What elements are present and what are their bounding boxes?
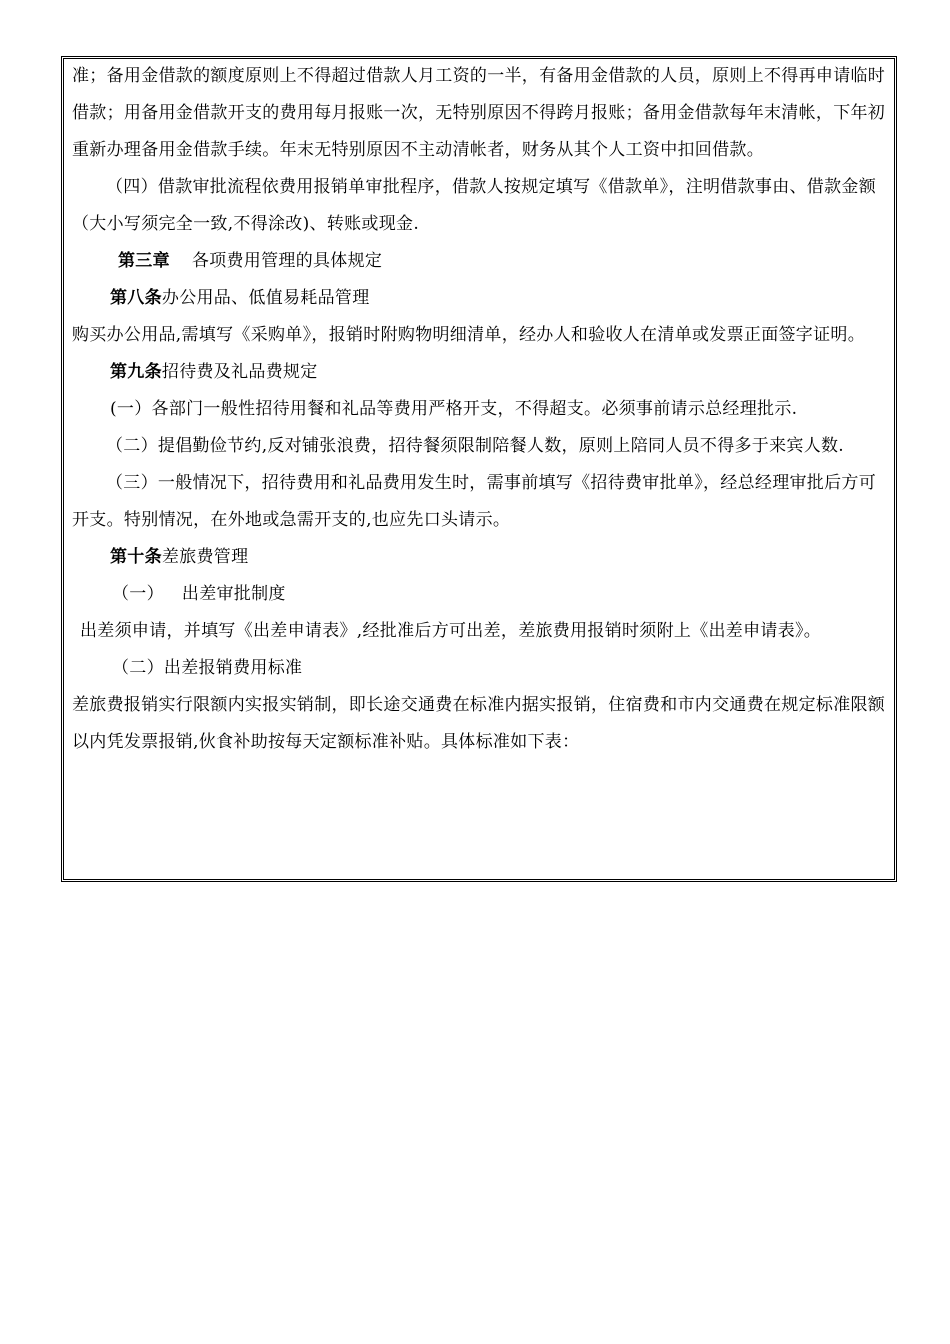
article-9-title: 招待费及礼品费规定 xyxy=(161,362,318,382)
subsection-1-heading xyxy=(72,576,888,613)
document-frame xyxy=(61,56,897,882)
paragraph-advance-rules: 准；备用金借款的额度原则上不得超过借款人月工资的一半，有备用金借款的人员，原则上不得再申请临时借款；用备用金借款开支的费用每月报账一次，无特别原因不得跨月报账；备用金借款每年末清帐，下年初重新办理备用金借款手续。年末无特别原因不主动清帐者，财务从其个人工资中扣回借款。 xyxy=(72,66,886,160)
paragraph-office-supplies: 购买办公用品,需填写《采购单》，报销时附购物明细清单，经办人和验收人在清单或发票正面签字证明。 xyxy=(72,325,866,345)
paragraph-travel-application: 出差须申请，并填写《出差申请表》,经批准后方可出差，差旅费用报销时须附上《出差申请表》。 xyxy=(80,621,822,641)
paragraph-travel-standards: 差旅费报销实行限额内实报实销制，即长途交通费在标准内据实报销，住宿费和市内交通费在规定标准限额以内凭发票报销,伙食补助按每天定额标准补贴。具体标准如下表： xyxy=(72,695,886,752)
chapter-label: 第三章 xyxy=(118,251,170,271)
article-8-title: 办公用品、低值易耗品管理 xyxy=(161,288,370,308)
subsection-1-label: （一） xyxy=(112,584,164,604)
article-10-title: 差旅费管理 xyxy=(161,547,249,567)
subsection-2-heading: （二）出差报销费用标准 xyxy=(112,658,303,678)
paragraph-entertainment-2: （二）提倡勤俭节约,反对铺张浪费，招待餐须限制陪餐人数，原则上陪同人员不得多于来宾人数. xyxy=(106,436,845,456)
article-9-heading xyxy=(72,354,888,391)
article-9-label: 第九条 xyxy=(110,362,162,382)
article-10-heading xyxy=(72,539,888,576)
paragraph-entertainment-3: （三）一般情况下，招待费用和礼品费用发生时，需事前填写《招待费审批单》，经总经理审批后方可开支。特别情况，在外地或急需开支的,也应先口头请示。 xyxy=(72,473,876,530)
subsection-1-title: 出差审批制度 xyxy=(181,584,286,604)
article-10-label: 第十条 xyxy=(110,547,162,567)
article-8-heading xyxy=(72,280,888,317)
paragraph-entertainment-1: (一）各部门一般性招待用餐和礼品等费用严格开支，不得超支。必须事前请示总经理批示. xyxy=(110,399,798,419)
paragraph-loan-approval: （四）借款审批流程依费用报销单审批程序，借款人按规定填写《借款单》，注明借款事由、借款金额（大小写须完全一致,不得涂改)、转账或现金. xyxy=(72,177,876,234)
chapter-heading xyxy=(72,243,888,280)
article-8-label: 第八条 xyxy=(110,288,162,308)
chapter-title: 各项费用管理的具体规定 xyxy=(191,251,383,271)
